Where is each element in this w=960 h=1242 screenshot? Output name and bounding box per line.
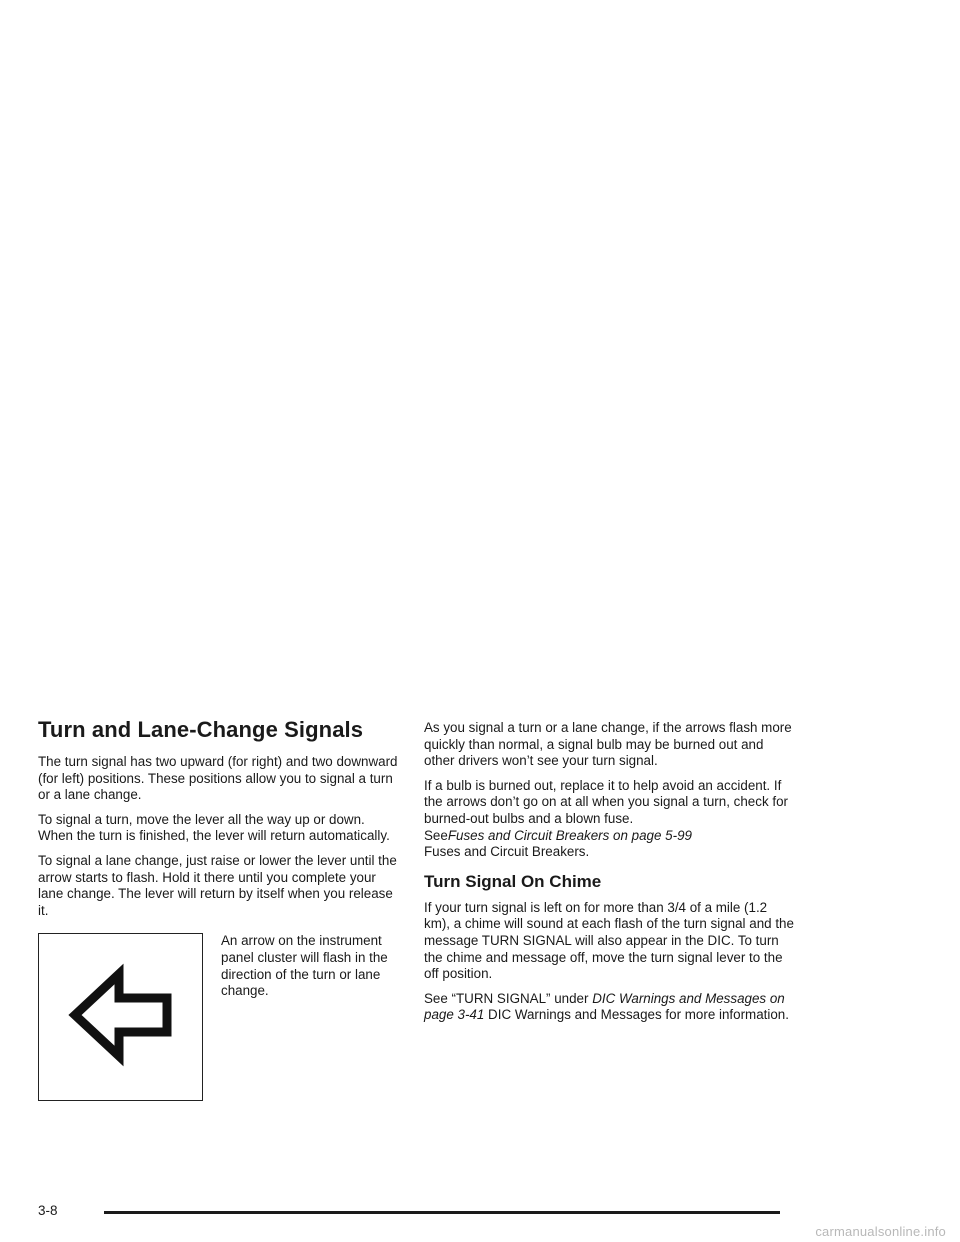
left-column	[38, 716, 400, 1103]
section-title: Turn and Lane-Change Signals	[38, 717, 364, 742]
watermark: carmanualsonline.info	[815, 1224, 946, 1239]
dic-reference-link[interactable]: DIC Warnings and Messages on page 3-41	[424, 990, 785, 1023]
fuses-reference-title: Fuses and Circuit Breakers.	[424, 844, 590, 860]
see-label: See	[424, 827, 448, 843]
arrow-caption: An arrow on the instrument panel cluster will flash in the direction of the turn or lane change.	[221, 933, 388, 999]
see-dic-prefix: See “TURN SIGNAL” under	[424, 990, 589, 1006]
paragraph-turn-signal-positions: The turn signal has two upward (for right) and two downward (for left) positions. These positions allow you to signal a turn or a lane change.	[38, 754, 398, 803]
left-arrow-outline-icon	[39, 934, 201, 1099]
paragraph-fast-flash: As you signal a turn or a lane change, if the arrows flash more quickly than normal, a signal bulb may be burned out and other drivers won’t see your turn signal.	[424, 720, 792, 769]
subsection-title: Turn Signal On Chime	[424, 871, 602, 891]
footer-rule	[104, 1211, 780, 1214]
fuses-reference-link[interactable]: Fuses and Circuit Breakers on page 5-99	[447, 827, 692, 843]
right-column	[424, 720, 794, 1032]
paragraph-burned-out-bulb	[424, 778, 794, 861]
page-number: 3-8	[38, 1203, 58, 1218]
paragraph-signal-turn: To signal a turn, move the lever all the way up or down. When the turn is finished, the lever will return automatically.	[38, 811, 390, 844]
arrow-illustration	[38, 933, 203, 1101]
paragraph-see-dic	[424, 991, 794, 1024]
paragraph-chime: If your turn signal is left on for more than 3/4 of a mile (1.2 km), a chime will sound at each flash of the turn signal and the message TURN SIGNAL will also appear in the DIC. To turn the chime and message off, move the turn signal lever to the off position.	[424, 899, 794, 982]
paragraph-signal-lane-change: To signal a lane change, just raise or lower the lever until the arrow starts to flash. Hold it there until you complete your lane change. The lever will return by itself when you release it.	[38, 852, 397, 918]
dic-reference-suffix: DIC Warnings and Messages for more information.	[488, 1007, 789, 1023]
arrow-illustration-row	[38, 933, 400, 1103]
paragraph-burned-out-bulb-text: If a bulb is burned out, replace it to help avoid an accident. If the arrows don’t go on at all when you signal a turn, check for burned-out bulbs and a blown fuse.	[424, 777, 788, 826]
